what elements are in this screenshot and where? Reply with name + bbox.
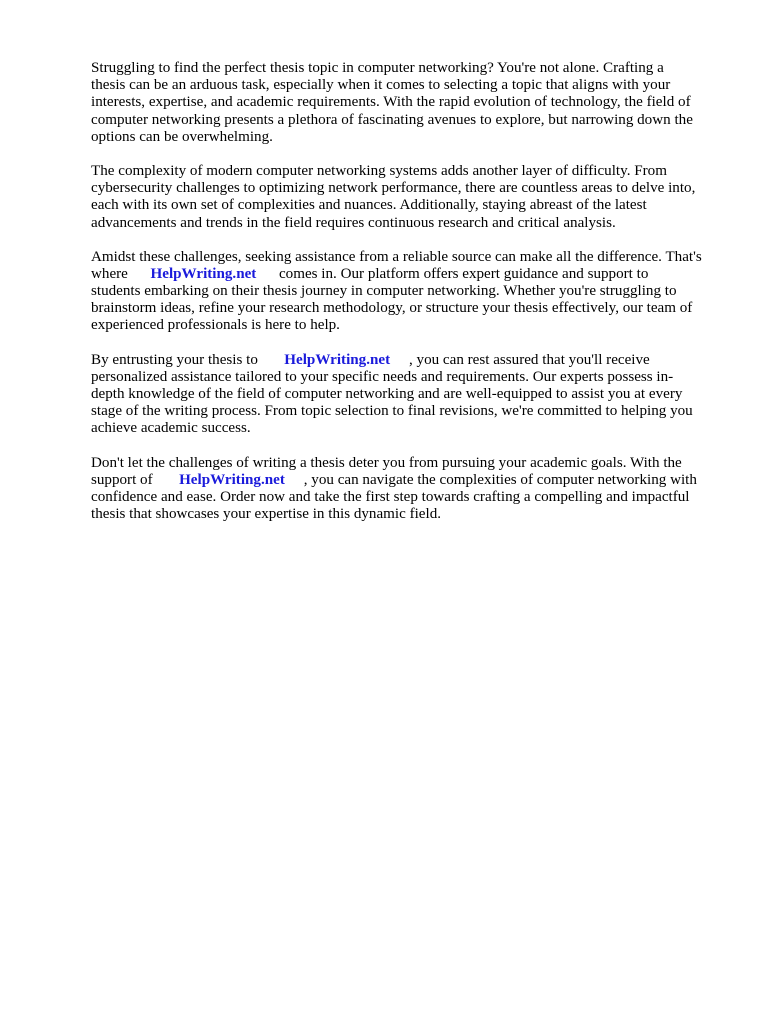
text-line: Don't let the challenges of writing a thesis deter you from pursuing your academic goals. With the (91, 454, 682, 471)
text-line: brainstorm ideas, refine your research methodology, or structure your thesis effectively, our team of (91, 300, 693, 317)
text-line: depth knowledge of the field of computer networking and are well-equipped to assist you at every (91, 386, 683, 402)
text-fragment: , you can rest assured that you'll receive (408, 351, 650, 368)
paragraph-assistance (91, 249, 731, 335)
text-line: cybersecurity challenges to optimizing network performance, there are countless areas to delve into, (91, 180, 696, 197)
paragraph-intro (91, 60, 731, 146)
text-line: thesis that showcases your expertise in this dynamic field. (91, 506, 442, 523)
text-line: Amidst these challenges, seeking assistance from a reliable source can make all the difference. That's (91, 248, 702, 265)
text-fragment: support of (91, 471, 153, 488)
text-line: experienced professionals is here to help. (91, 317, 340, 334)
paragraph-complexity (91, 163, 731, 232)
helpwriting-link[interactable]: HelpWriting.net (284, 351, 391, 368)
text-line: thesis can be an arduous task, especially when it comes to selecting a topic that aligns with your (91, 77, 671, 94)
text-fragment: where (91, 265, 128, 282)
text-line: personalized assistance tailored to your specific needs and requirements. Our experts possess in- (91, 368, 674, 385)
paragraph-entrusting (91, 352, 731, 438)
text-line: Struggling to find the perfect thesis topic in computer networking? You're not alone. Crafting a (91, 60, 664, 76)
text-fragment: , you can navigate the complexities of computer networking with (303, 471, 697, 488)
text-line: achieve academic success. (91, 420, 251, 437)
text-line: interests, expertise, and academic requirements. With the rapid evolution of technology, the field of (91, 94, 691, 111)
text-line-with-link (91, 266, 731, 283)
text-line-with-link (91, 352, 731, 369)
text-line: computer networking presents a plethora of fascinating avenues to explore, but narrowing down the (91, 111, 693, 128)
text-line: stage of the writing process. From topic selection to final revisions, we're committed to helping you (91, 403, 693, 420)
text-line: confidence and ease. Order now and take the first step towards crafting a compelling and impactful (91, 488, 690, 505)
text-line: The complexity of modern computer networking systems adds another layer of difficulty. From (91, 162, 667, 179)
paragraph-closing (91, 455, 731, 524)
helpwriting-link[interactable]: HelpWriting.net (150, 265, 257, 282)
text-fragment: comes in. Our platform offers expert guidance and support to (278, 265, 649, 282)
helpwriting-link[interactable]: HelpWriting.net (179, 471, 285, 488)
text-line: students embarking on their thesis journey in computer networking. Whether you're struggling to (91, 283, 677, 300)
text-line: options can be overwhelming. (91, 128, 273, 145)
text-line-with-link (91, 472, 731, 489)
text-line: each with its own set of complexities and nuances. Additionally, staying abreast of the latest (91, 197, 647, 214)
text-line: advancements and trends in the field requires continuous research and critical analysis. (91, 214, 616, 231)
text-fragment: By entrusting your thesis to (91, 351, 258, 368)
document-body (91, 60, 731, 540)
